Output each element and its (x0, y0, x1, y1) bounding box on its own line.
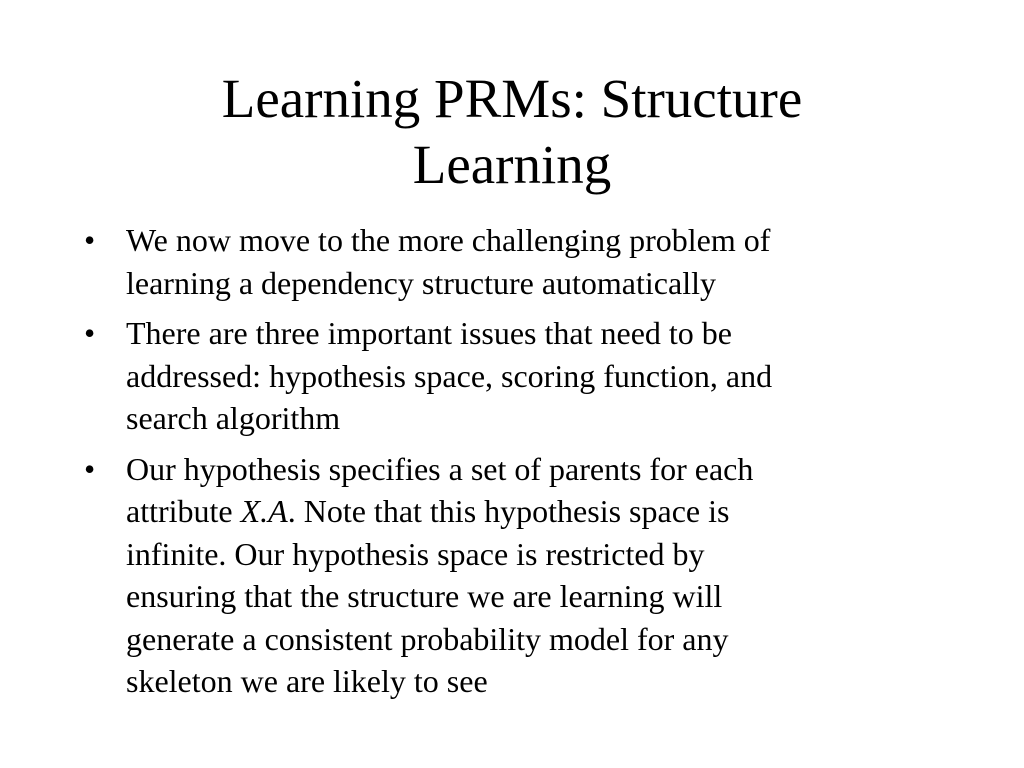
variable-xa: X.A (240, 493, 288, 529)
bullet-marker: • (84, 315, 96, 351)
bullet-item-1 (84, 219, 964, 304)
bullet-3-line-6: skeleton we are likely to see (126, 663, 488, 699)
bullet-3-line-2 (126, 490, 964, 533)
bullet-1-line-2: learning a dependency structure automatically (126, 264, 716, 301)
bullet-3-line-1: Our hypothesis specifies a set of parents for each (126, 450, 754, 487)
bullet-list (84, 219, 964, 711)
bullet-item-2 (84, 312, 964, 440)
bullet-2-line-2: addressed: hypothesis space, scoring function, and (126, 357, 773, 394)
bullet-3-line-5: generate a consistent probability model for any (126, 620, 729, 657)
bullet-3-line-3: infinite. Our hypothesis space is restricted by (126, 535, 705, 572)
bullet-1-line-1: We now move to the more challenging problem of (126, 222, 771, 258)
bullet-3-line-2-after: . Note that this hypothesis space is (287, 493, 730, 529)
bullet-marker: • (84, 222, 96, 258)
bullet-2-line-3: search algorithm (126, 400, 341, 436)
slide-title-line-2: Learning (412, 134, 612, 195)
slide-title (80, 66, 944, 198)
bullet-item-3 (84, 448, 964, 703)
bullet-3-line-4: ensuring that the structure we are learning will (126, 578, 723, 614)
slide-title-line-1: Learning PRMs: Structure (221, 68, 803, 129)
bullet-2-line-1: There are three important issues that need to be (126, 315, 732, 351)
bullet-marker: • (84, 450, 96, 487)
bullet-3-line-2-before: attribute (126, 493, 241, 529)
